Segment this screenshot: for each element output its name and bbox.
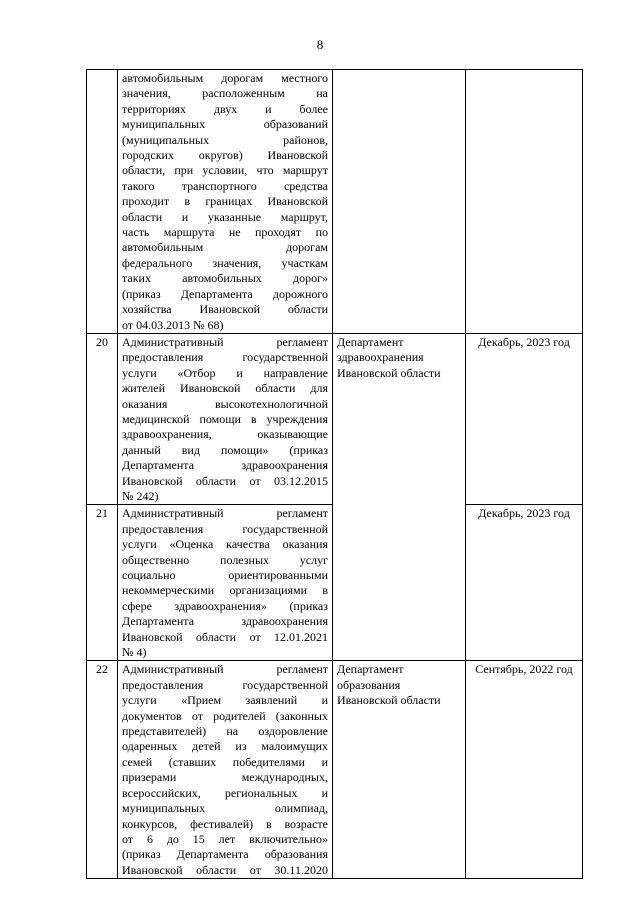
row-number-cell: 20 [87, 333, 118, 504]
regulation-name-line: Ивановской области от 30.11.2020 [122, 862, 328, 877]
regulation-name-line: предоставления государственной [122, 521, 328, 536]
row-number-cell: 22 [87, 661, 118, 879]
regulation-name-line: территориях двух и более [122, 101, 328, 116]
regulation-name-line: сфере здравоохранения» (приказ [122, 598, 328, 613]
regulation-name-line: области, при условии, что маршрут [122, 163, 328, 178]
regulation-name-line: некоммерческими организациями в [122, 583, 328, 598]
regulation-name-line: городских округов) Ивановской [122, 148, 328, 163]
regulation-name-line: Департамента здравоохранения [122, 458, 328, 473]
regulation-name-cell [118, 70, 333, 334]
regulation-name-line: здравоохранения, оказывающие [122, 427, 328, 442]
regulation-name-line: (муниципальных районов, [122, 132, 328, 147]
regulations-table [86, 69, 583, 879]
regulation-name-line: часть маршрута не проходят по [122, 225, 328, 240]
regulation-name-line: Административный регламент [122, 662, 328, 677]
department-line: образования [337, 677, 401, 692]
regulation-name-line: Департамента здравоохранения [122, 614, 328, 629]
regulation-name-line: муниципальных образований [122, 117, 328, 132]
regulation-name-line: Ивановской области от 12.01.2021 [122, 629, 328, 644]
department-line: Департамент [337, 334, 404, 349]
regulation-name-line: оказания высокотехнологичной [122, 396, 328, 411]
regulation-name-line: социально ориентированными [122, 568, 328, 582]
table-row [87, 661, 583, 879]
regulation-name-line: области и указанные маршрут, [122, 209, 328, 224]
page-number: 8 [316, 37, 324, 52]
department-line: Департамент [337, 662, 404, 677]
row-number-cell [87, 70, 118, 334]
department-line: Ивановской области [337, 693, 441, 708]
department-line: Ивановской области [337, 365, 441, 380]
regulation-name-line: (приказ Департамента образования [122, 847, 328, 862]
regulation-name-line: семей (ставших победителями и [122, 754, 328, 769]
regulation-name-line: предоставления государственной [122, 677, 328, 692]
regulation-name-line: общественно полезных услуг [122, 552, 328, 567]
table-row [87, 70, 583, 334]
regulation-name-line: Административный регламент [122, 334, 328, 349]
table-row [87, 333, 583, 504]
regulation-name-line: всероссийских, региональных и [122, 785, 328, 800]
regulation-name-line: Ивановской области от 03.12.2015 [122, 473, 328, 488]
regulation-name-line: проходит в границах Ивановской [122, 194, 328, 209]
regulation-name-line: данный вид помощи» (приказ [122, 442, 328, 457]
department-cell [333, 661, 466, 879]
regulation-name-line: жителей Ивановской области для [122, 381, 328, 396]
regulation-name-cell [118, 661, 333, 879]
deadline-cell: Сентябрь, 2022 год [466, 661, 583, 879]
regulation-name-line: предоставления государственной [122, 350, 328, 365]
deadline-cell: Декабрь, 2023 год [466, 333, 583, 504]
deadline-cell [466, 70, 583, 334]
regulation-name-line: медицинской помощи в учреждения [122, 411, 328, 426]
regulation-name-line: одаренных детей из малоимущих [122, 739, 328, 754]
department-line: здравоохранения [337, 350, 424, 365]
regulation-name-line: такого транспортного средства [122, 178, 328, 193]
regulation-name-line: услуги «Прием заявлений и [122, 693, 328, 708]
regulation-name-line: призерами международных, [122, 770, 328, 785]
deadline-cell: Декабрь, 2023 год [466, 505, 583, 661]
regulation-name-line: от 6 до 15 лет включительно» [122, 831, 328, 846]
regulation-name-line: документов от родителей (законных [122, 708, 328, 723]
regulation-name-line: автомобильным дорогам местного [122, 71, 328, 85]
regulation-name-line: автомобильным дорогам [122, 240, 328, 255]
regulation-name-line: таких автомобильных дорог» [122, 271, 328, 286]
regulation-name-cell [118, 333, 333, 504]
department-cell [333, 70, 466, 334]
regulation-name-line: федерального значения, участкам [122, 255, 328, 270]
regulation-name-cell [118, 505, 333, 661]
regulation-name-line: услуги «Отбор и направление [122, 365, 328, 380]
regulation-name-line: муниципальных олимпиад, [122, 801, 328, 816]
regulation-name-line: от 04.03.2013 № 68) [122, 317, 224, 332]
regulation-name-line: Административный регламент [122, 506, 328, 521]
regulation-name-line: № 242) [122, 488, 159, 503]
regulation-name-line: значения, расположенным на [122, 86, 328, 101]
regulation-name-line: представителей) на оздоровление [122, 724, 328, 739]
regulation-name-line: хозяйства Ивановской области [122, 302, 328, 317]
department-cell [333, 333, 466, 661]
regulation-name-line: услуги «Оценка качества оказания [122, 537, 328, 552]
regulation-name-line: конкурсов, фестивалей) в возрасте [122, 816, 328, 831]
regulation-name-line: (приказ Департамента дорожного [122, 286, 328, 301]
regulation-name-line: № 4) [122, 645, 147, 660]
row-number-cell: 21 [87, 505, 118, 661]
